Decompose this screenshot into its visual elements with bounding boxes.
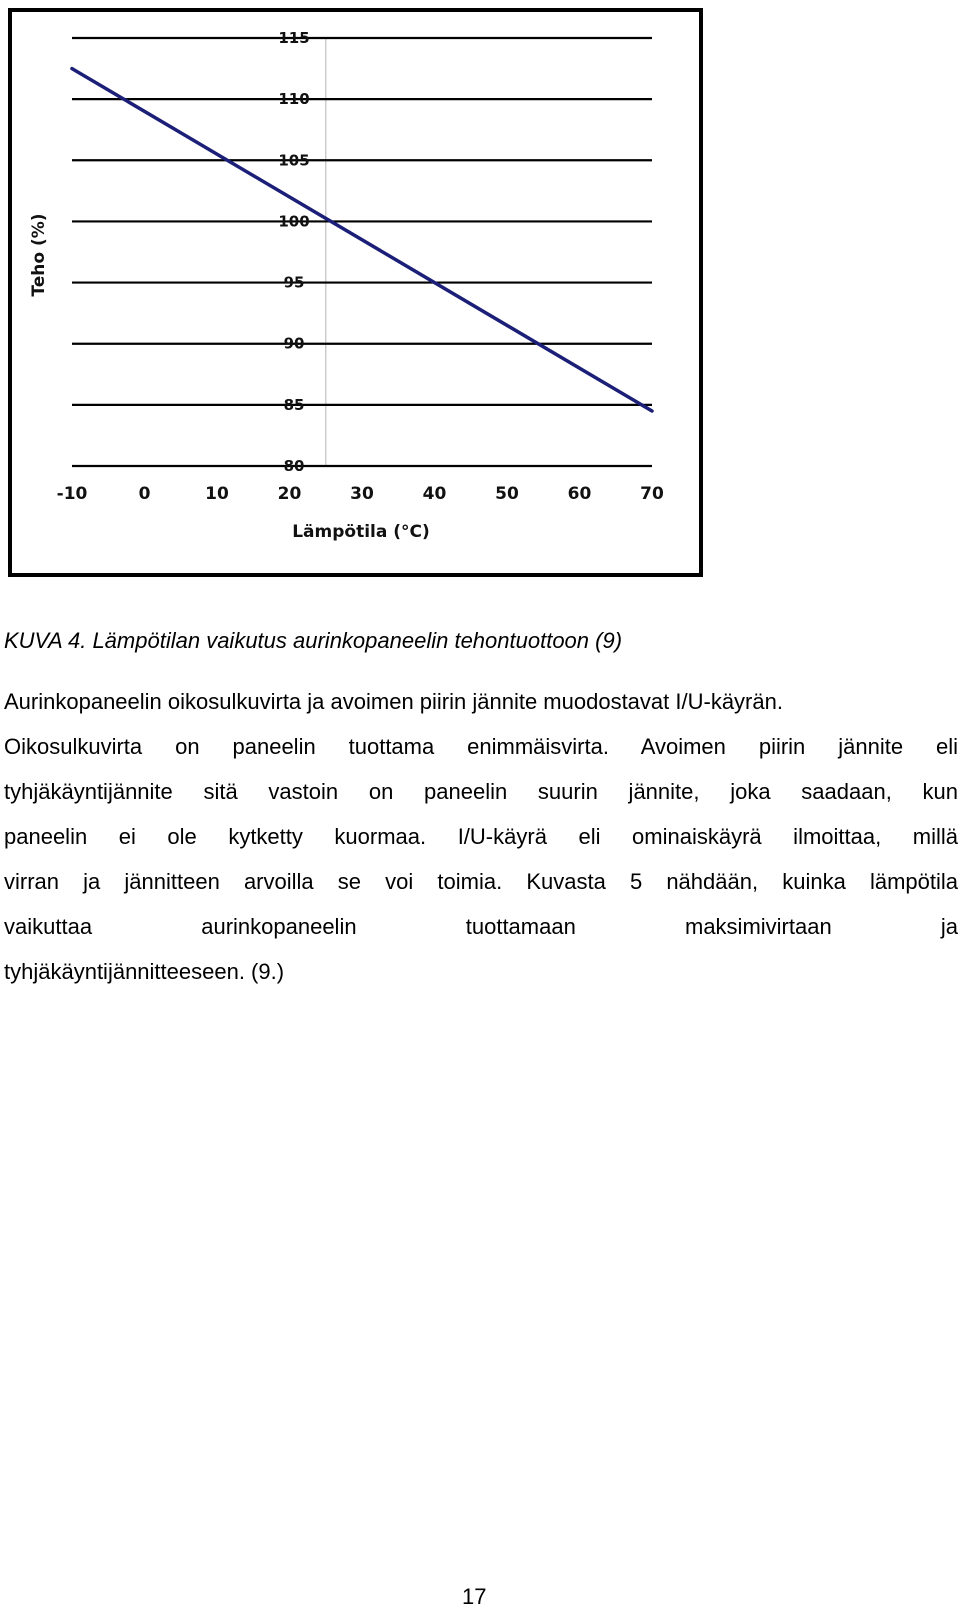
x-tick-label: 10 [205,484,229,504]
x-axis-label: Lämpötila (°C) [292,522,430,542]
y-tick-label: 115 [278,29,310,47]
x-tick-label: 30 [350,484,374,504]
x-tick-label: 70 [640,484,664,504]
y-tick-label: 110 [278,90,310,109]
paragraph-line: tyhjäkäyntijännitteeseen. (9.) [4,959,285,984]
series-line [72,69,652,411]
y-tick-label: 100 [278,212,310,231]
x-tick-label: 50 [495,484,519,504]
paragraph-line: virran ja jännitteen arvoilla se voi toimia. Kuvasta 5 nähdään, kuinka lämpötila [4,869,958,894]
figure-caption: KUVA 4. Lämpötilan vaikutus aurinkopaneelin tehontuottoon (9) [4,628,623,653]
y-axis-label: Teho (%) [29,213,49,297]
paragraph-line: paneelin ei ole kytketty kuormaa. I/U-käyrä eli ominaiskäyrä ilmoittaa, millä [4,824,958,849]
paragraph-line: Aurinkopaneelin oikosulkuvirta ja avoimen piirin jännite muodostavat I/U-käyrän. [4,689,783,714]
paragraph-line: tyhjäkäyntijännite sitä vastoin on paneelin suurin jännite, joka saadaan, kun [4,779,958,804]
x-tick-label: 60 [567,484,592,504]
y-tick-label: 95 [283,273,305,292]
y-tick-label: 90 [283,334,305,353]
y-tick-label: 105 [278,151,310,170]
paragraph-line: vaikuttaa aurinkopaneelin tuottamaan maksimivirtaan ja [4,914,958,939]
page-number: 17 [462,1584,487,1609]
y-tick-label: 85 [283,395,305,414]
temperature-power-chart [0,0,960,600]
paragraph-line: Oikosulkuvirta on paneelin tuottama enimmäisvirta. Avoimen piirin jännite eli [4,734,958,759]
x-tick-label: 0 [138,484,151,504]
x-tick-label: 20 [277,484,302,504]
x-tick-label: 40 [422,484,447,504]
y-tick-label: 80 [283,457,305,475]
x-tick-label: -10 [56,484,88,504]
